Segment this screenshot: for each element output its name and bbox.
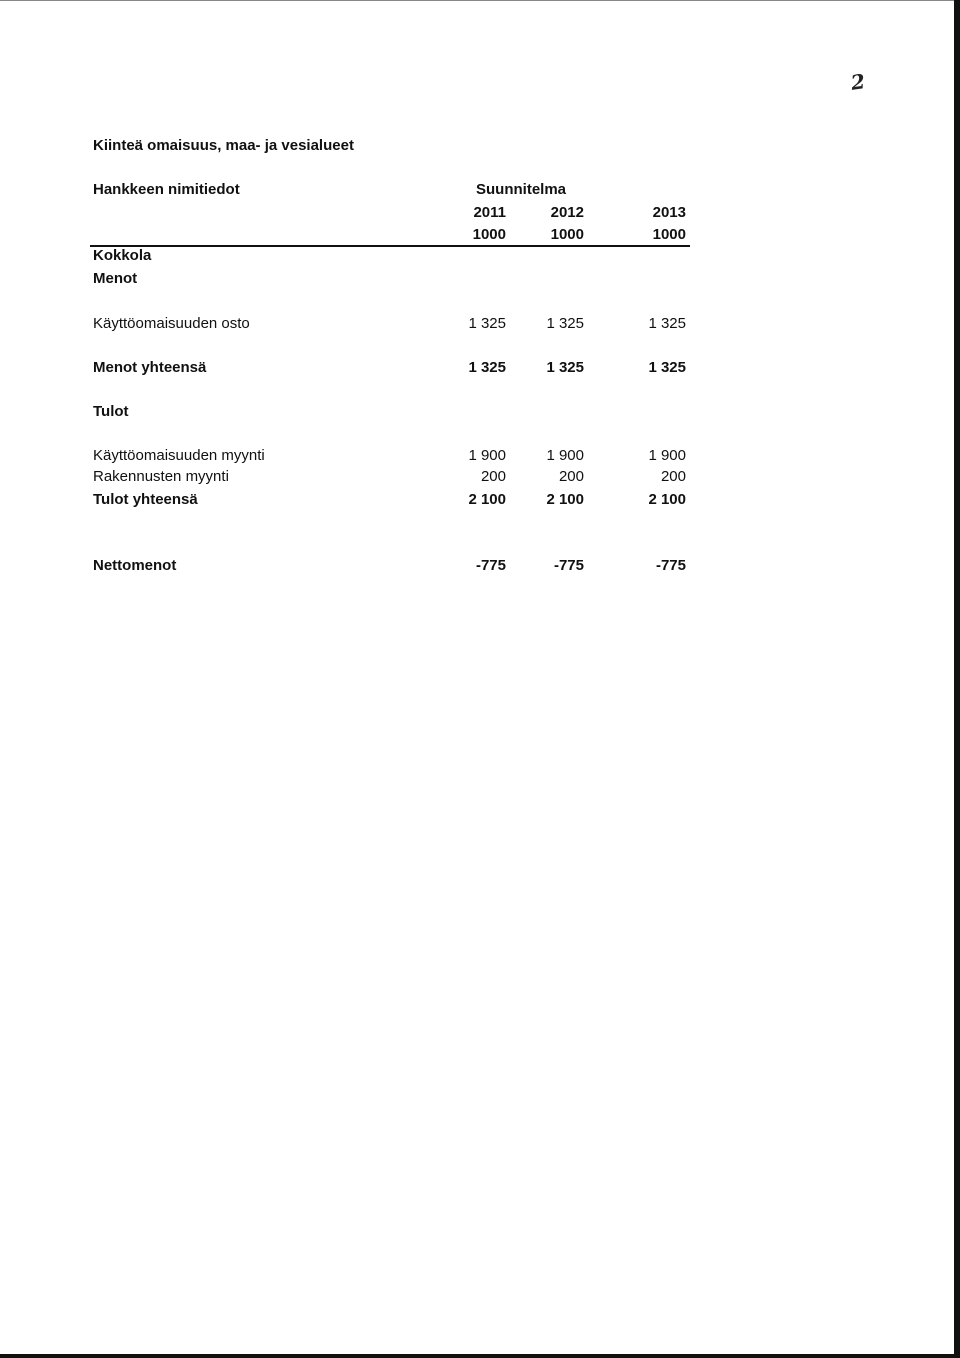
income-heading: Tulot: [93, 403, 129, 420]
location-label: Kokkola: [93, 247, 152, 264]
net-expenses-label: Nettomenot: [93, 557, 177, 574]
income-row-value: 200: [660, 468, 686, 485]
income-total-value: 2 100: [468, 491, 506, 508]
scan-edge-right: [954, 0, 960, 1358]
income-row-value: 1 900: [648, 447, 686, 464]
income-total-label: Tulot yhteensä: [93, 491, 198, 508]
page-number: 2: [849, 69, 867, 95]
scan-edge-bottom: [0, 1354, 960, 1358]
expense-row-label: Käyttöomaisuuden osto: [93, 315, 250, 332]
scan-edge-top: [0, 0, 960, 1]
document-title: Kiinteä omaisuus, maa- ja vesialueet: [93, 137, 354, 154]
income-row-value: 1 900: [468, 447, 506, 464]
net-expenses-value: -775: [655, 557, 686, 574]
expense-row-value: 1 325: [546, 315, 584, 332]
expenses-heading: Menot: [93, 270, 138, 287]
expense-row-value: 1 325: [468, 315, 506, 332]
expenses-total-label: Menot yhteensä: [93, 359, 207, 376]
unit-column-1: 1000: [472, 226, 506, 243]
net-expenses-value: -775: [475, 557, 506, 574]
unit-column-2: 1000: [550, 226, 584, 243]
project-label: Hankkeen nimitiedot: [93, 181, 240, 198]
header-divider: [90, 245, 690, 247]
expense-row-value: 1 325: [648, 315, 686, 332]
expenses-total-value: 1 325: [468, 359, 506, 376]
year-column-2: 2012: [550, 204, 584, 221]
unit-column-3: 1000: [652, 226, 686, 243]
income-total-value: 2 100: [648, 491, 686, 508]
expenses-total-value: 1 325: [546, 359, 584, 376]
income-row-label: Rakennusten myynti: [93, 468, 229, 485]
plan-label: Suunnitelma: [476, 181, 567, 198]
income-row-value: 1 900: [546, 447, 584, 464]
year-column-3: 2013: [652, 204, 686, 221]
income-row-value: 200: [480, 468, 506, 485]
expenses-total-value: 1 325: [648, 359, 686, 376]
year-column-1: 2011: [473, 204, 506, 221]
income-row-label: Käyttöomaisuuden myynti: [93, 447, 265, 464]
net-expenses-value: -775: [553, 557, 584, 574]
income-row-value: 200: [558, 468, 584, 485]
income-total-value: 2 100: [546, 491, 584, 508]
